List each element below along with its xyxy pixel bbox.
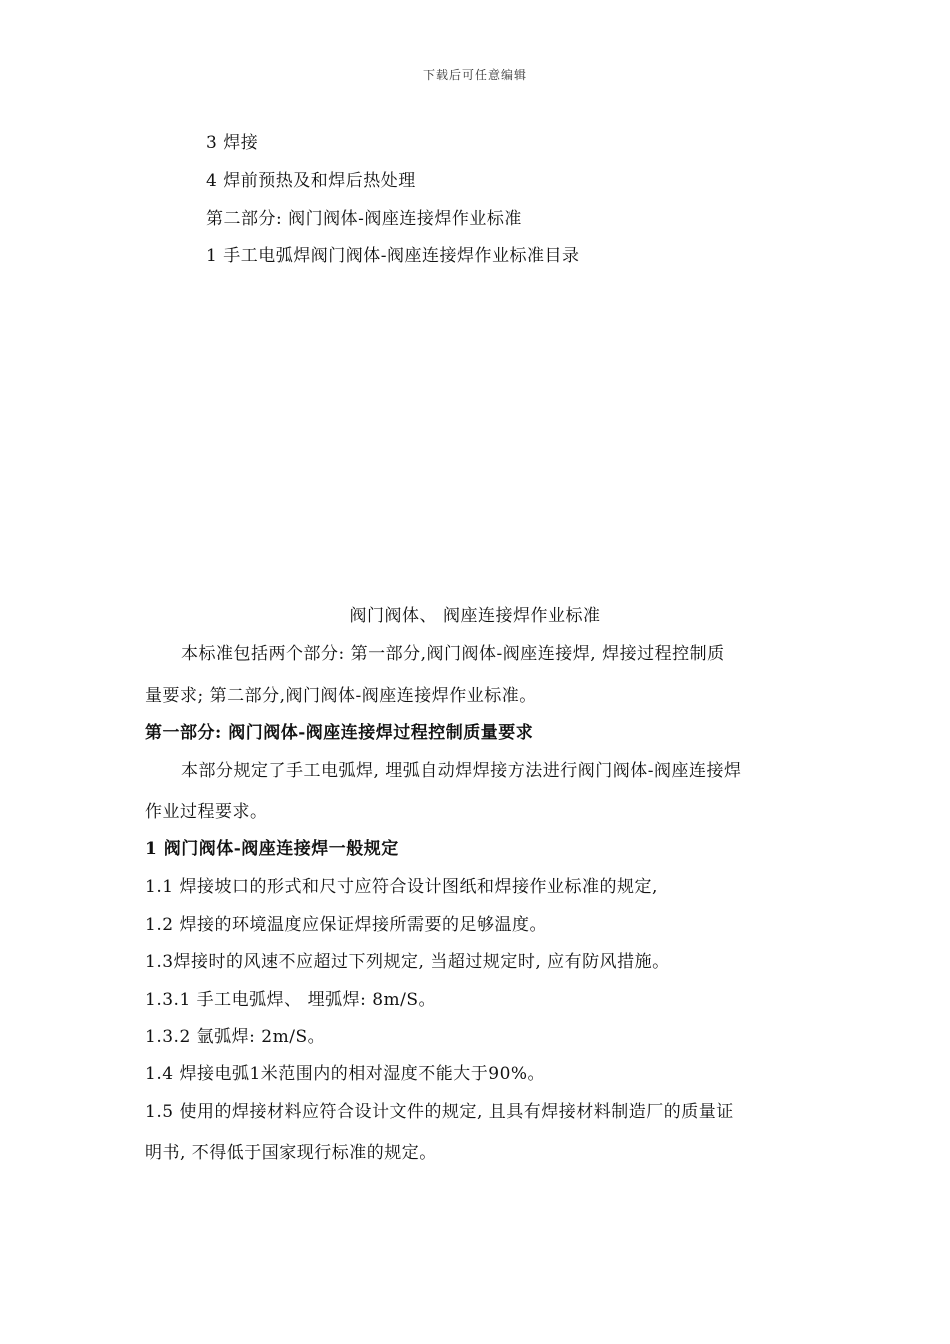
clause-1-2: 1.2 焊接的环境温度应保证焊接所需要的足够温度。	[145, 915, 547, 935]
clause-1-3: 1.3焊接时的风速不应超过下列规定, 当超过规定时, 应有防风措施。	[145, 952, 670, 972]
document-title: 阀门阀体、 阀座连接焊作业标准	[349, 606, 601, 626]
clause-1-3-2: 1.3.2 氩弧焊: 2m/S。	[145, 1027, 326, 1047]
part1-description-line2: 作业过程要求。	[145, 802, 268, 822]
clause-1-5-line2: 明书, 不得低于国家现行标准的规定。	[145, 1143, 437, 1163]
clause-1-3-1: 1.3.1 手工电弧焊、 埋弧焊: 8m/S。	[145, 990, 437, 1010]
part1-description-line1: 本部分规定了手工电弧焊, 埋弧自动焊焊接方法进行阀门阀体-阀座连接焊	[181, 761, 742, 781]
toc-item-manual-arc: 1 手工电弧焊阀门阀体-阀座连接焊作业标准目录	[206, 246, 580, 266]
clause-1-5-line1: 1.5 使用的焊接材料应符合设计文件的规定, 且具有焊接材料制造厂的质量证	[145, 1102, 734, 1122]
page-header-note: 下载后可任意编辑	[422, 68, 527, 82]
section1-heading: 1 阀门阀体-阀座连接焊一般规定	[145, 839, 399, 859]
part1-heading: 第一部分: 阀门阀体-阀座连接焊过程控制质量要求	[145, 723, 534, 743]
toc-item-welding: 3 焊接	[206, 133, 259, 153]
clause-1-1: 1.1 焊接坡口的形式和尺寸应符合设计图纸和焊接作业标准的规定,	[145, 877, 658, 897]
toc-item-preheat: 4 焊前预热及和焊后热处理	[206, 171, 416, 191]
intro-paragraph-line1: 本标准包括两个部分: 第一部分,阀门阀体-阀座连接焊, 焊接过程控制质	[181, 644, 725, 664]
toc-item-part2: 第二部分: 阀门阀体-阀座连接焊作业标准	[206, 209, 522, 229]
clause-1-4: 1.4 焊接电弧1米范围内的相对湿度不能大于90%。	[145, 1064, 546, 1084]
intro-paragraph-line2: 量要求; 第二部分,阀门阀体-阀座连接焊作业标准。	[145, 686, 537, 706]
